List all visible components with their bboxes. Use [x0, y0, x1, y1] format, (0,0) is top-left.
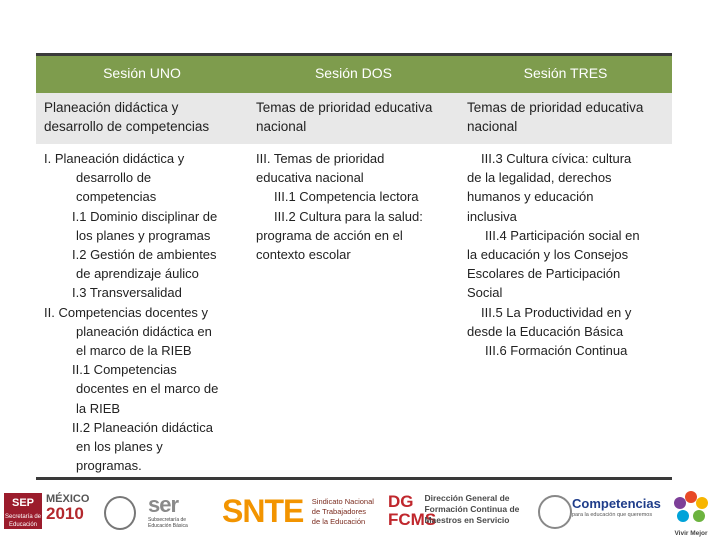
ser-logo: ser Subsecretaría de Educación Básica	[148, 492, 188, 529]
national-crest-icon	[104, 496, 136, 530]
list-item: II.2 Planeación didáctica	[72, 419, 213, 435]
list-item: Escolares de Participación	[467, 266, 621, 282]
list-item: I.2 Gestión de ambientes	[72, 247, 217, 263]
list-item: la RIEB	[76, 400, 121, 416]
list-item: el marco de la RIEB	[76, 343, 192, 359]
dgfcms-logo: DG FCMS Dirección General de Formación Continua de Maestros en Servicio	[388, 492, 520, 529]
snte-logo: SNTE Sindicato Nacional de Trabajadores de la Educación	[222, 493, 374, 529]
cell-dos-topic: Temas de prioridad educativa nacional	[256, 100, 433, 134]
header-sesion-uno: Sesión UNO	[103, 65, 181, 81]
list-item: desarrollo de	[76, 170, 152, 186]
sessions-table	[36, 53, 672, 480]
sep-logo: SEP Secretaría de Educación Pública	[4, 493, 42, 529]
competencias-logo: Competencias para la educación que queremos	[572, 496, 661, 518]
list-item: III.3 Cultura cívica: cultura	[481, 151, 632, 166]
cell-tres-contents	[459, 144, 672, 477]
table-header-row	[36, 56, 672, 93]
cell-uno-contents	[36, 144, 248, 477]
list-item: inclusiva	[467, 208, 517, 224]
list-item: III. Temas de prioridad	[256, 151, 385, 166]
list-item: I.3 Transversalidad	[72, 285, 182, 301]
header-sesion-tres: Sesión TRES	[523, 65, 608, 81]
list-item: III.6 Formación Continua	[485, 343, 628, 359]
list-item: de aprendizaje áulico	[76, 266, 199, 282]
cell-tres-topic: Temas de prioridad educativa nacional	[467, 100, 644, 134]
list-item: desde la Educación Básica	[467, 323, 624, 339]
table-row-contents	[36, 144, 672, 480]
list-item: II.1 Competencias	[72, 362, 177, 378]
list-item: docentes en el marco de	[76, 381, 219, 397]
list-item: los planes y programas	[76, 227, 211, 243]
list-item: la educación y los Consejos	[467, 247, 629, 263]
list-item: III.2 Cultura para la salud:	[274, 208, 423, 224]
cell-uno-topic: Planeación didáctica y desarrollo de competencias	[44, 100, 210, 134]
list-item: educativa nacional	[256, 170, 364, 186]
list-item: I. Planeación didáctica y	[44, 151, 185, 166]
list-item: competencias	[76, 189, 157, 205]
flower-icon	[672, 491, 710, 525]
list-item: en los planes y	[76, 439, 163, 455]
cell-dos-contents	[248, 144, 459, 477]
list-item: III.1 Competencia lectora	[274, 189, 419, 205]
mexico-2010-logo: MÉXICO 2010	[46, 493, 90, 523]
list-item: planeación didáctica en	[76, 323, 212, 339]
logo-footer	[0, 489, 720, 540]
list-item: humanos y educación	[467, 189, 594, 205]
list-item: programa de acción en el	[256, 227, 403, 243]
header-sesion-dos: Sesión DOS	[314, 65, 393, 81]
list-item: II. Competencias docentes y	[44, 304, 209, 320]
table-row-topics	[36, 93, 672, 144]
list-item: III.4 Participación social en	[485, 227, 640, 243]
list-item: Social	[467, 285, 503, 301]
seal-icon	[538, 495, 572, 529]
list-item: contexto escolar	[256, 247, 351, 263]
vivir-mejor-logo: Vivir Mejor	[672, 491, 710, 535]
list-item: programas.	[76, 458, 142, 474]
list-item: III.5 La Productividad en y	[481, 304, 632, 320]
list-item: de la legalidad, derechos	[467, 170, 612, 186]
list-item: I.1 Dominio disciplinar de	[72, 208, 218, 224]
